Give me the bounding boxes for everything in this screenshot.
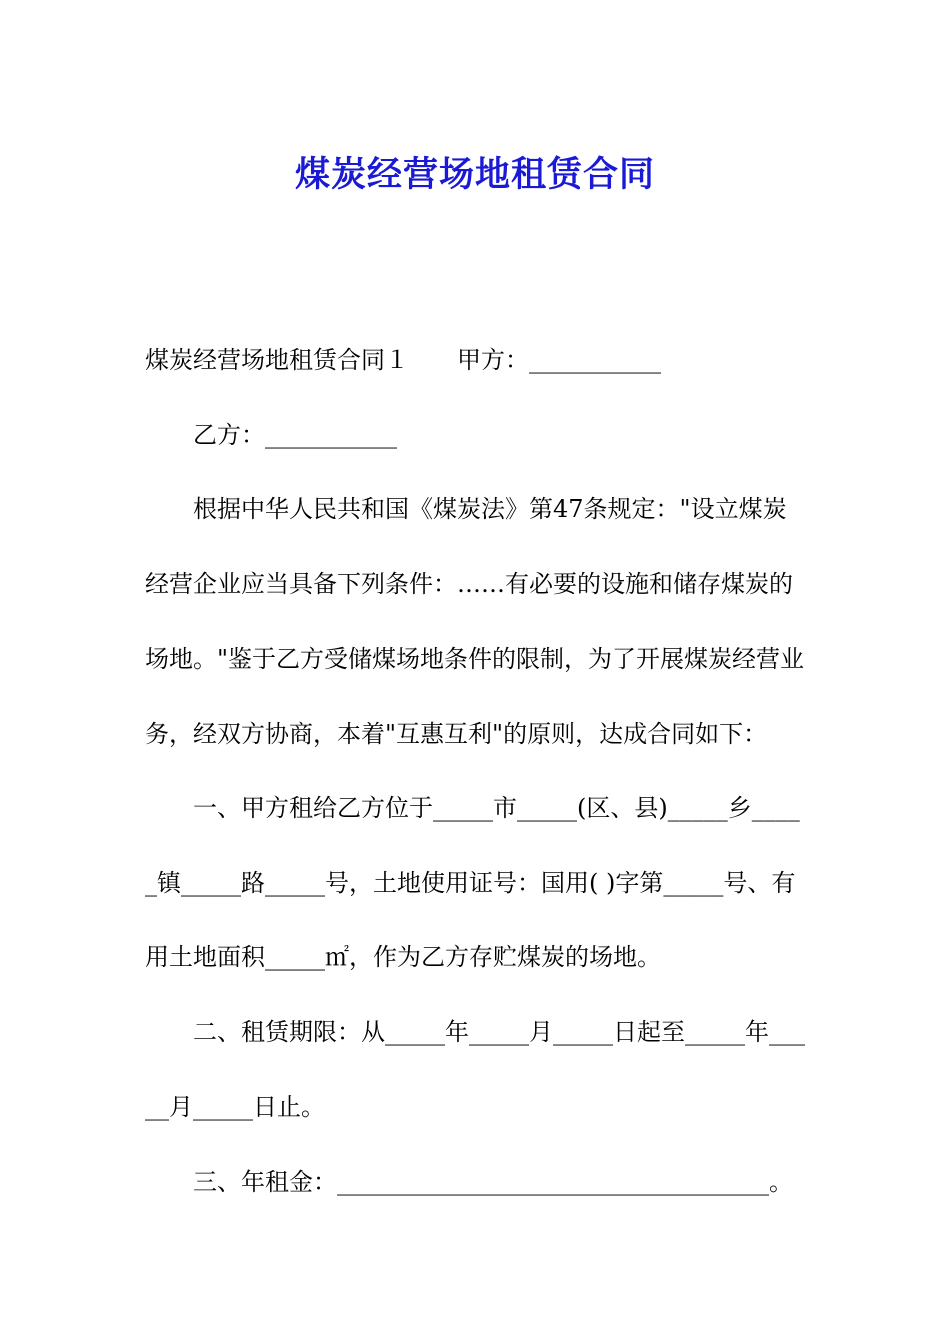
body-line-3: 根据中华人民共和国《煤炭法》第47条规定："设立煤炭 (145, 495, 787, 523)
body-line-5: 场地。"鉴于乙方受储煤场地条件的限制，为了开展煤炭经营业 (145, 645, 805, 673)
body-line-4: 经营企业应当具备下列条件：……有必要的设施和储存煤炭的 (145, 570, 793, 598)
body-line-8: _镇_____路_____号，土地使用证号：国用( )字第_____号、有 (145, 869, 796, 897)
body-line-12: 三、年租金：____________________________________。 (145, 1168, 793, 1196)
body-line-7: 一、甲方租给乙方位于_____市_____(区、县)_____乡____ (145, 794, 800, 822)
body-line-6: 务，经双方协商，本着"互惠互利"的原则，达成合同如下： (145, 720, 768, 748)
body-line-10: 二、租赁期限：从_____年_____月_____日起至_____年___ (145, 1018, 805, 1046)
body-line-11: __月_____日止。 (145, 1093, 325, 1121)
document-title: 煤炭经营场地租赁合同 (294, 155, 655, 196)
body-line-2: 乙方：___________ (145, 421, 397, 449)
body-line-9: 用土地面积_____㎡，作为乙方存贮煤炭的场地。 (145, 943, 661, 971)
body-line-1: 煤炭经营场地租赁合同１ 甲方：___________ (145, 346, 661, 374)
